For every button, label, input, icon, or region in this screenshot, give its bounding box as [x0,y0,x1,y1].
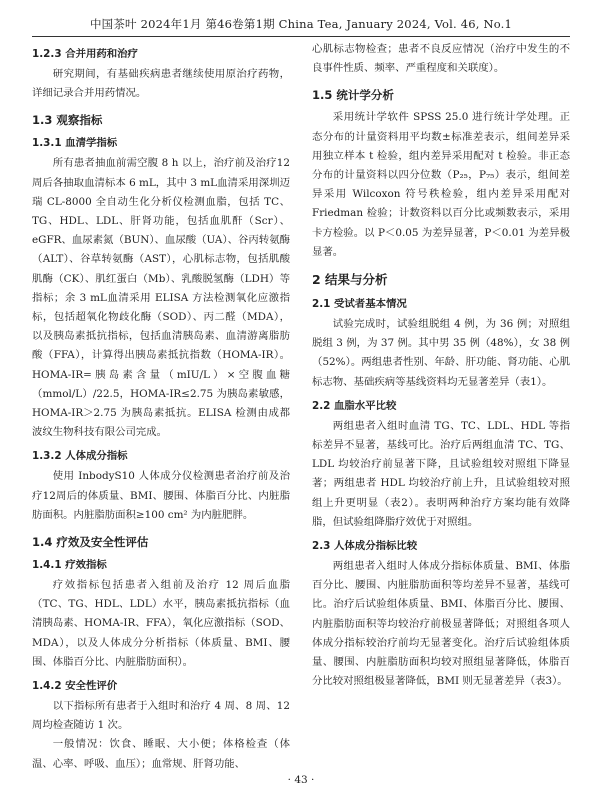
section-1-4-2-paragraph-1: 以下指标所有患者于入组时和治疗 4 周、8 周、12 周均检查随访 1 次。 [32,700,290,732]
section-1-3-1-heading: 1.3.1 血清学指标 [32,137,118,150]
section-1-2-3-paragraph: 研究期间，有基础疾病患者继续使用原治疗药物，详细记录合并用药情况。 [32,68,290,100]
running-header: 中国茶叶 2024年1月 第46卷第1期 China Tea, January 2024, Vol. 46, No.1 [32,14,570,37]
section-1-3-2-paragraph: 使用 InbodyS10 人体成分仪检测患者治疗前及治疗12周后的体质量、BMI、腰围、体脂百分比、内脏脂肪面积。内脏脂肪面积≥100 cm² 为内脏肥胖。 [32,470,290,521]
section-2-1-paragraph: 试验完成时，试验组脱组 4 例，为 36 例；对照组脱组 3 例，为 37 例。其中男 35 例（48%），女 38 例（52%）。两组患者性别、年龄、肝功能、肾功能、心肌标志物、基础疾病等基线资料均无显著差异（表1）。 [312,318,570,388]
section-2-heading: 2 结果与分析 [312,272,388,288]
section-1-5-heading: 1.5 统计学分析 [312,88,394,103]
section-2-2-heading: 2.2 血脂水平比较 [312,399,397,412]
section-1-4-1-heading: 1.4.1 疗效指标 [32,559,107,572]
section-1-3-2-heading: 1.3.2 人体成分指标 [32,450,128,463]
section-2-3-paragraph: 两组患者入组时人体成分指标体质量、BMI、体脂百分比、腰围、内脏脂肪面积等均差异不显著，基线可比。治疗后试验组体质量、BMI、体脂百分比、腰围、内脏脂肪面积等均较治疗前极显著降低；对照组各项人体成分指标较治疗前均无显著变化。治疗后试验组体质量、腰围、内脏脂肪面积均较对照组显著降低，体脂百分比较对照组极显著降低，BMI 则无显著差异（表3）。 [312,560,570,688]
section-2-2-paragraph: 两组患者入组时血清 TG、TC、LDL、HDL 等指标差异不显著，基线可比。治疗后两组血清 TC、TG、LDL 均较治疗前显著下降，且试验组较对照组下降显著；两组患者 HDL 均较治疗前上升，且试验组较对照组上升更明显（表2）。表明两种治疗方案均能有效降脂，但试验组降脂疗效优于对照组。 [312,419,570,528]
section-1-4-2-heading: 1.4.2 安全性评价 [32,680,118,693]
section-1-4-heading: 1.4 疗效及安全性评估 [32,535,149,550]
section-1-3-1-paragraph: 所有患者抽血前需空腹 8 h 以上，治疗前及治疗12周后各抽取血清标本 6 mL，其中 3 mL血清采用深圳迈瑞 CL-8000 全自动生化分析仪检测血脂，包括 TC、TG、HDL、LDL、肝肾功能，包括血肌酐（Scr）、eGFR、血尿素氮（BUN）、血尿酸（UA）、谷丙转氨酶（ALT）、谷草转氨酶（AST），心肌标志物，包括肌酸肌酶（CK）、肌红蛋白（Mb）、乳酸脱氢酶（LDH）等指标；余 3 mL血清采用 ELISA 方法检测氧化应激指标，包括超氧化物歧化酶（SOD）、丙二醛（MDA），以及胰岛素抵抗指标，包括血清胰岛素、血清游离脂肪酸（FFA），计算得出胰岛素抵抗指数（HOMA-IR）。HOMA-IR=胰岛素含量（mIU/L）×空腹血糖（mmol/L）/22.5，HOMA-IR≤2.75 为胰岛素敏感，HOMA-IR＞2.75 为胰岛素抵抗。ELISA 检测由成都波纹生物科技有限公司完成。 [32,157,290,439]
section-1-2-3-heading: 1.2.3 合并用药和治疗 [32,48,138,60]
right-column [312,40,570,691]
section-1-4-1-paragraph: 疗效指标包括患者入组前及治疗 12 周后血脂（TC、TG、HDL、LDL）水平，胰岛素抵抗指标（血清胰岛素、HOMA-IR、FFA），氧化应激指标（SOD、MDA），以及人体成分分析指标（体质量、BMI、腰围、体脂百分比、内脏脂肪面积）。 [32,579,290,668]
section-1-5-paragraph: 采用统计学软件 SPSS 25.0 进行统计学处理。正态分布的计量资料用平均数±标准差表示，组间差异采用独立样本 t 检验，组内差异采用配对 t 检验。非正态分布的计量资料以四分位数（P₂₅，P₇₅）表示，组间差异采用 Wilcoxon 符号秩检验，组内差异采用配对 Friedman 检验；计数资料以百分比或频数表示，采用卡方检验。以 P＜0.05 为差异显著，P＜0.01 为差异极显著。 [312,111,570,258]
continued-paragraph: 心肌标志物检查；患者不良反应情况（治疗中发生的不良事件性质、频率、严重程度和关联度）。 [312,43,570,75]
section-1-4-2-paragraph-2: 一般情况：饮食、睡眠、大小便；体格检查（体温、心率、呼吸、血压）；血常规、肝肾功能、 [32,738,290,770]
section-2-3-heading: 2.3 人体成分指标比较 [312,540,418,553]
section-2-1-heading: 2.1 受试者基本情况 [312,298,407,311]
section-1-3-heading: 1.3 观察指标 [32,113,103,128]
left-column [32,40,290,774]
page-number: · 43 · [287,774,315,786]
